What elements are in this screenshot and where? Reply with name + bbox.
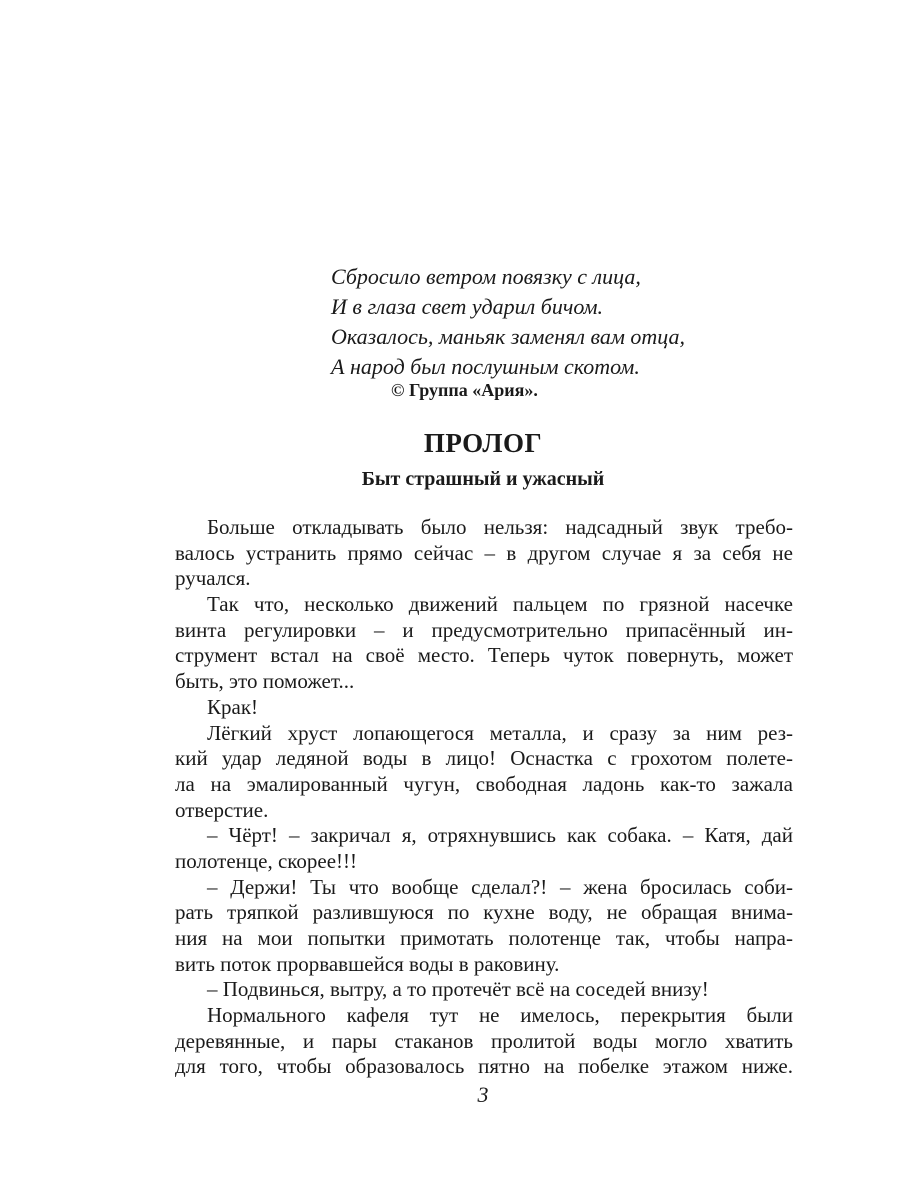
- text-line: Больше откладывать было нельзя: надсадный звук требо-: [207, 515, 793, 539]
- page-number: 3: [477, 1082, 489, 1107]
- text-line: Лёгкий хруст лопающегося металла, и сразу за ним рез-: [207, 720, 793, 745]
- text-line: отверстие.: [175, 797, 269, 822]
- text-line: ния на мои попытки примотать полотенце так, чтобы напра-: [175, 926, 793, 950]
- text-line: ручался.: [175, 566, 251, 591]
- text-line: рать тряпкой разлившуюся по кухне воду, не обращая внима-: [175, 900, 793, 925]
- body-text: [175, 515, 793, 1080]
- text-line: валось устранить прямо сейчас – в другом случае я за себя не: [175, 540, 793, 565]
- epigraph-line: Оказалось, маньяк заменял вам отца,: [331, 324, 686, 349]
- text-line: полотенце, скорее!!!: [175, 848, 358, 873]
- epigraph: [331, 262, 751, 382]
- text-line: вить поток прорвавшейся воды в раковину.: [175, 951, 560, 976]
- text-line: деревянные, и пары стаканов пролитой воды могло хватить: [175, 1028, 793, 1053]
- epigraph-line: И в глаза свет ударил бичом.: [331, 294, 604, 319]
- text-line: ла на эмалированный чугун, свободная ладонь как-то зажала: [175, 771, 793, 796]
- chapter-title: ПРОЛОГ: [423, 428, 543, 458]
- text-line: кий удар ледяной воды в лицо! Оснастка с грохотом полете-: [175, 746, 793, 771]
- text-line: Так что, несколько движений пальцем по грязной насечке: [207, 592, 793, 617]
- text-line: быть, это поможет...: [175, 669, 355, 694]
- epigraph-line: А народ был послушным скотом.: [331, 354, 640, 379]
- text-line: Нормального кафеля тут не имелось, перекрытия были: [207, 1003, 793, 1028]
- text-line: для того, чтобы образовалось пятно на побелке этажом ниже.: [175, 1054, 793, 1079]
- text-line: – Подвинься, вытру, а то протечёт всё на соседей внизу!: [207, 977, 709, 1002]
- text-line: – Держи! Ты что вообще сделал?! – жена бросилась соби-: [207, 874, 793, 899]
- epigraph-line: Сбросило ветром повязку с лица,: [331, 264, 641, 289]
- text-line: винта регулировки – и предусмотрительно припасённый ин-: [175, 617, 793, 642]
- text-line: струмент встал на своё место. Теперь чуток повернуть, может: [175, 643, 793, 668]
- epigraph-credit: © Группа «Ария».: [391, 380, 538, 400]
- text-line: Крак!: [207, 694, 259, 719]
- text-line: – Чёрт! – закричал я, отряхнувшись как собака. – Катя, дай: [207, 823, 793, 848]
- chapter-subtitle: Быт страшный и ужасный: [361, 468, 605, 490]
